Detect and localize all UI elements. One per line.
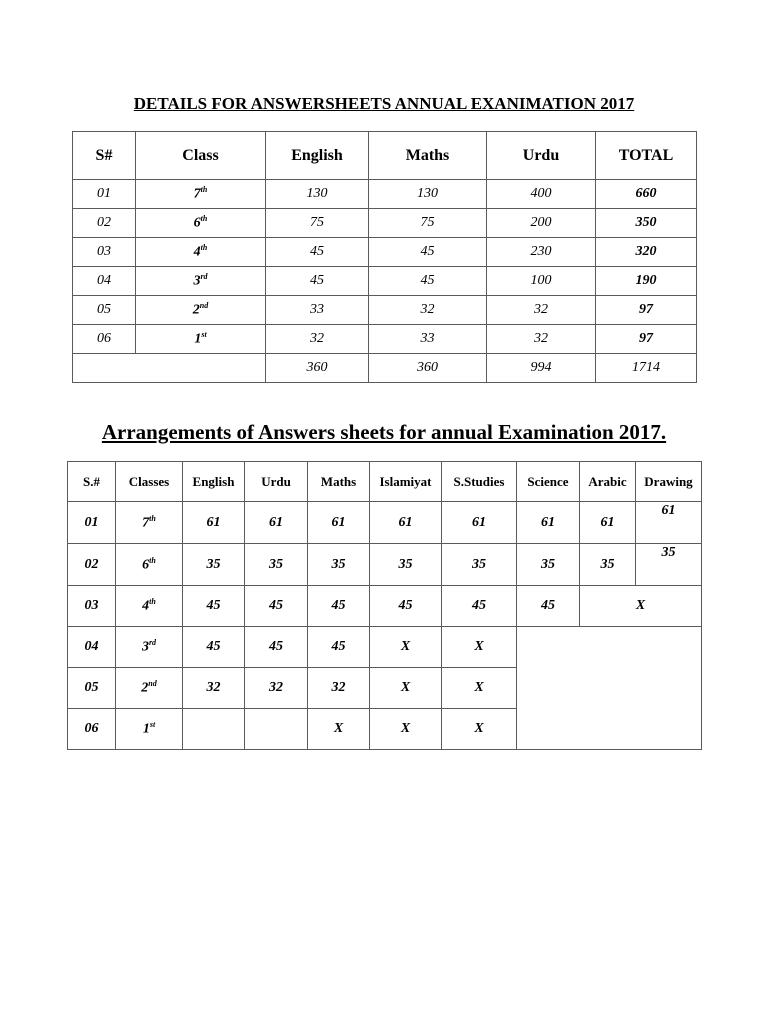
cell-sn: 04 bbox=[68, 627, 116, 668]
cell-maths: 61 bbox=[308, 502, 370, 544]
cell-urdu: 400 bbox=[487, 180, 596, 209]
cell-class: 1st bbox=[116, 709, 183, 750]
cell-class: 2nd bbox=[136, 296, 266, 325]
cell-sn: 01 bbox=[68, 502, 116, 544]
cell-class: 1st bbox=[136, 325, 266, 354]
cell-sn: 01 bbox=[73, 180, 136, 209]
cell-urdu: 45 bbox=[245, 586, 308, 627]
cell-urdu: 32 bbox=[245, 668, 308, 709]
cell-sn: 06 bbox=[73, 325, 136, 354]
arrangements-table bbox=[67, 461, 702, 750]
cell-english: 75 bbox=[266, 209, 369, 238]
cell-sn: 02 bbox=[73, 209, 136, 238]
cell-sn: 03 bbox=[68, 586, 116, 627]
header-urdu: Urdu bbox=[487, 132, 596, 180]
cell-sstudies: X bbox=[442, 627, 517, 668]
cell-english: 61 bbox=[183, 502, 245, 544]
cell-maths: 33 bbox=[369, 325, 487, 354]
total-english: 360 bbox=[266, 354, 369, 383]
cell-urdu: 32 bbox=[487, 296, 596, 325]
header-sn: S.# bbox=[68, 462, 116, 502]
header-arabic: Arabic bbox=[580, 462, 636, 502]
cell-english: 32 bbox=[183, 668, 245, 709]
header-sstudies: S.Studies bbox=[442, 462, 517, 502]
cell-drawing: 61 bbox=[636, 502, 702, 544]
table-row bbox=[68, 586, 702, 627]
header-classes: Classes bbox=[116, 462, 183, 502]
cell-islamiyat: 45 bbox=[370, 586, 442, 627]
cell-urdu: 61 bbox=[245, 502, 308, 544]
totals-row bbox=[73, 354, 697, 383]
header-islamiyat: Islamiyat bbox=[370, 462, 442, 502]
cell-english: 45 bbox=[183, 586, 245, 627]
table-header-row bbox=[73, 132, 697, 180]
cell-class: 6th bbox=[136, 209, 266, 238]
cell-total: 190 bbox=[596, 267, 697, 296]
cell-urdu: 200 bbox=[487, 209, 596, 238]
cell-arabic-drawing: X bbox=[580, 586, 702, 627]
header-maths: Maths bbox=[308, 462, 370, 502]
cell-sn: 02 bbox=[68, 544, 116, 586]
section-title: Arrangements of Answers sheets for annual Examination 2017. bbox=[101, 420, 667, 444]
cell-sstudies: 61 bbox=[442, 502, 517, 544]
cell-english: 33 bbox=[266, 296, 369, 325]
header-urdu: Urdu bbox=[245, 462, 308, 502]
cell-arabic: 61 bbox=[580, 502, 636, 544]
cell-urdu: 45 bbox=[245, 627, 308, 668]
cell-islamiyat: X bbox=[370, 668, 442, 709]
cell-class: 7th bbox=[116, 502, 183, 544]
cell-urdu: 230 bbox=[487, 238, 596, 267]
cell-maths: 32 bbox=[308, 668, 370, 709]
table-row bbox=[73, 325, 697, 354]
table-row bbox=[68, 502, 702, 544]
cell-maths: 32 bbox=[369, 296, 487, 325]
table-row bbox=[73, 296, 697, 325]
cell-science: 61 bbox=[517, 502, 580, 544]
cell-english: 45 bbox=[266, 238, 369, 267]
cell-maths: 75 bbox=[369, 209, 487, 238]
cell-english: 130 bbox=[266, 180, 369, 209]
cell-sn: 06 bbox=[68, 709, 116, 750]
header-english: English bbox=[183, 462, 245, 502]
cell-drawing: 35 bbox=[636, 544, 702, 586]
cell-maths: 45 bbox=[308, 586, 370, 627]
cell-urdu: 100 bbox=[487, 267, 596, 296]
cell-urdu bbox=[245, 709, 308, 750]
cell-class: 4th bbox=[116, 586, 183, 627]
empty-merged-cell bbox=[517, 627, 702, 750]
table-header-row bbox=[68, 462, 702, 502]
table-row bbox=[73, 267, 697, 296]
header-english: English bbox=[266, 132, 369, 180]
header-sn: S# bbox=[73, 132, 136, 180]
header-total: TOTAL bbox=[596, 132, 697, 180]
cell-maths: 45 bbox=[369, 267, 487, 296]
cell-maths: X bbox=[308, 709, 370, 750]
cell-urdu: 32 bbox=[487, 325, 596, 354]
cell-sn: 05 bbox=[73, 296, 136, 325]
cell-english: 45 bbox=[266, 267, 369, 296]
cell-maths: 130 bbox=[369, 180, 487, 209]
cell-total: 320 bbox=[596, 238, 697, 267]
cell-arabic: 35 bbox=[580, 544, 636, 586]
cell-sn: 04 bbox=[73, 267, 136, 296]
cell-islamiyat: 61 bbox=[370, 502, 442, 544]
header-maths: Maths bbox=[369, 132, 487, 180]
table-row bbox=[68, 544, 702, 586]
cell-english: 45 bbox=[183, 627, 245, 668]
cell-class: 7th bbox=[136, 180, 266, 209]
page-title: DETAILS FOR ANSWERSHEETS ANNUAL EXANIMATION 2017 bbox=[133, 94, 635, 113]
header-science: Science bbox=[517, 462, 580, 502]
cell-class: 6th bbox=[116, 544, 183, 586]
cell-english bbox=[183, 709, 245, 750]
cell-science: 35 bbox=[517, 544, 580, 586]
totals-blank-cell bbox=[73, 354, 266, 383]
cell-maths: 45 bbox=[369, 238, 487, 267]
cell-islamiyat: 35 bbox=[370, 544, 442, 586]
total-urdu: 994 bbox=[487, 354, 596, 383]
cell-maths: 35 bbox=[308, 544, 370, 586]
cell-sn: 03 bbox=[73, 238, 136, 267]
cell-total: 660 bbox=[596, 180, 697, 209]
table-row bbox=[73, 209, 697, 238]
cell-total: 97 bbox=[596, 296, 697, 325]
cell-class: 4th bbox=[136, 238, 266, 267]
cell-sn: 05 bbox=[68, 668, 116, 709]
header-class: Class bbox=[136, 132, 266, 180]
cell-islamiyat: X bbox=[370, 709, 442, 750]
cell-class: 3rd bbox=[136, 267, 266, 296]
cell-sstudies: X bbox=[442, 709, 517, 750]
cell-class: 3rd bbox=[116, 627, 183, 668]
table-row bbox=[73, 238, 697, 267]
grand-total: 1714 bbox=[596, 354, 697, 383]
cell-total: 350 bbox=[596, 209, 697, 238]
cell-english: 32 bbox=[266, 325, 369, 354]
answersheets-details-table bbox=[72, 131, 697, 383]
cell-sstudies: 35 bbox=[442, 544, 517, 586]
cell-sstudies: X bbox=[442, 668, 517, 709]
table-row bbox=[73, 180, 697, 209]
total-maths: 360 bbox=[369, 354, 487, 383]
cell-science: 45 bbox=[517, 586, 580, 627]
header-drawing: Drawing bbox=[636, 462, 702, 502]
table-row bbox=[68, 627, 702, 668]
cell-islamiyat: X bbox=[370, 627, 442, 668]
cell-total: 97 bbox=[596, 325, 697, 354]
cell-maths: 45 bbox=[308, 627, 370, 668]
cell-class: 2nd bbox=[116, 668, 183, 709]
cell-urdu: 35 bbox=[245, 544, 308, 586]
cell-english: 35 bbox=[183, 544, 245, 586]
cell-sstudies: 45 bbox=[442, 586, 517, 627]
